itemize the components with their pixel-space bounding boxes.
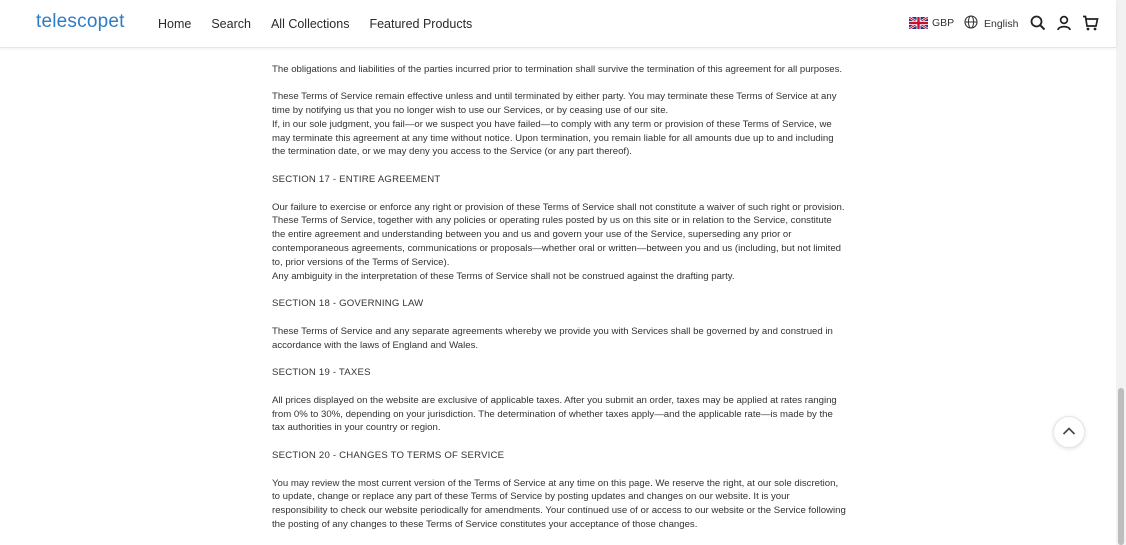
- scrollbar-thumb[interactable]: [1118, 388, 1124, 545]
- terms-content: [272, 35, 847, 545]
- search-icon[interactable]: [1029, 14, 1047, 32]
- terms-paragraph: These Terms of Service, together with any policies or operating rules posted by us on this site or in relation to the Service, constitute the entire agreement and understanding between you and us and govern your use of the Service, superseding any prior or contemporaneous agreements, communications or proposals—whether oral or written—between you and us (including, but not limited to, prior versions of the Terms of Service).: [272, 215, 841, 268]
- terms-paragraph: All prices displayed on the website are exclusive of applicable taxes. After you submit an order, taxes may be applied at rates ranging from 0% to 30%, depending on your jurisdiction. The determination of whether taxes apply—and the applicable rate—is made by the tax authorities in your country or region.: [272, 394, 837, 434]
- terms-paragraph: The obligations and liabilities of the parties incurred prior to termination shall survive the termination of this agreement for all purposes.: [272, 63, 843, 75]
- chevron-up-icon: [1062, 423, 1076, 441]
- language-label: English: [984, 17, 1019, 30]
- cart-icon[interactable]: [1081, 14, 1099, 32]
- terms-paragraph: You may review the most current version of the Terms of Service at any time on this page. We reserve the right, at our sole discretion, to update, change or replace any part of these Terms of Service by posting updates and changes on our website. It is your responsibility to check our website periodically for amendments. Your continued use of or access to our website or the Service following the posting of any changes to these Terms of Service constitutes your acceptance of those changes.: [272, 477, 846, 530]
- section-heading: SECTION 19 - TAXES: [272, 367, 371, 379]
- section-heading: SECTION 18 - GOVERNING LAW: [272, 298, 424, 310]
- uk-flag-icon: [909, 17, 928, 29]
- nav-search[interactable]: Search: [211, 17, 251, 31]
- terms-paragraph: Any ambiguity in the interpretation of these Terms of Service shall not be construed against the drafting party.: [272, 270, 735, 282]
- terms-paragraph: These Terms of Service and any separate agreements whereby we provide you with Services shall be governed by and construed in accordance with the laws of England and Wales.: [272, 325, 833, 351]
- nav-home[interactable]: Home: [158, 17, 192, 31]
- terms-paragraph: These Terms of Service remain effective unless and until terminated by either party. You may terminate these Terms of Service at any time by notifying us that you no longer wish to use our Services, or by ceasing use of our site.: [272, 91, 837, 116]
- terms-paragraph: Our failure to exercise or enforce any right or provision of these Terms of Service shall not constitute a waiver of such right or provision.: [272, 201, 845, 213]
- language-selector[interactable]: [964, 15, 1018, 32]
- globe-icon: [964, 15, 978, 32]
- terms-paragraph: If, in our sole judgment, you fail—or we suspect you have failed—to comply with any term or provision of these Terms of Service, we may terminate this agreement at any time without notice. Upon termination, you remain liable for all amounts due up to and including the termination date, or we may deny you access to the Service (or any part thereof).: [272, 118, 834, 158]
- currency-label: GBP: [932, 17, 955, 29]
- back-to-top-button[interactable]: [1053, 416, 1085, 448]
- account-icon[interactable]: [1055, 14, 1073, 32]
- main-nav: [158, 17, 492, 31]
- section-heading: SECTION 20 - CHANGES TO TERMS OF SERVICE: [272, 449, 505, 461]
- nav-all-collections[interactable]: All Collections: [270, 17, 350, 31]
- site-logo[interactable]: telescopet: [36, 11, 125, 32]
- currency-selector[interactable]: [909, 17, 954, 29]
- site-header: [0, 0, 1116, 48]
- nav-featured-products[interactable]: Featured Products: [369, 17, 473, 31]
- section-heading: SECTION 17 - ENTIRE AGREEMENT: [272, 173, 441, 185]
